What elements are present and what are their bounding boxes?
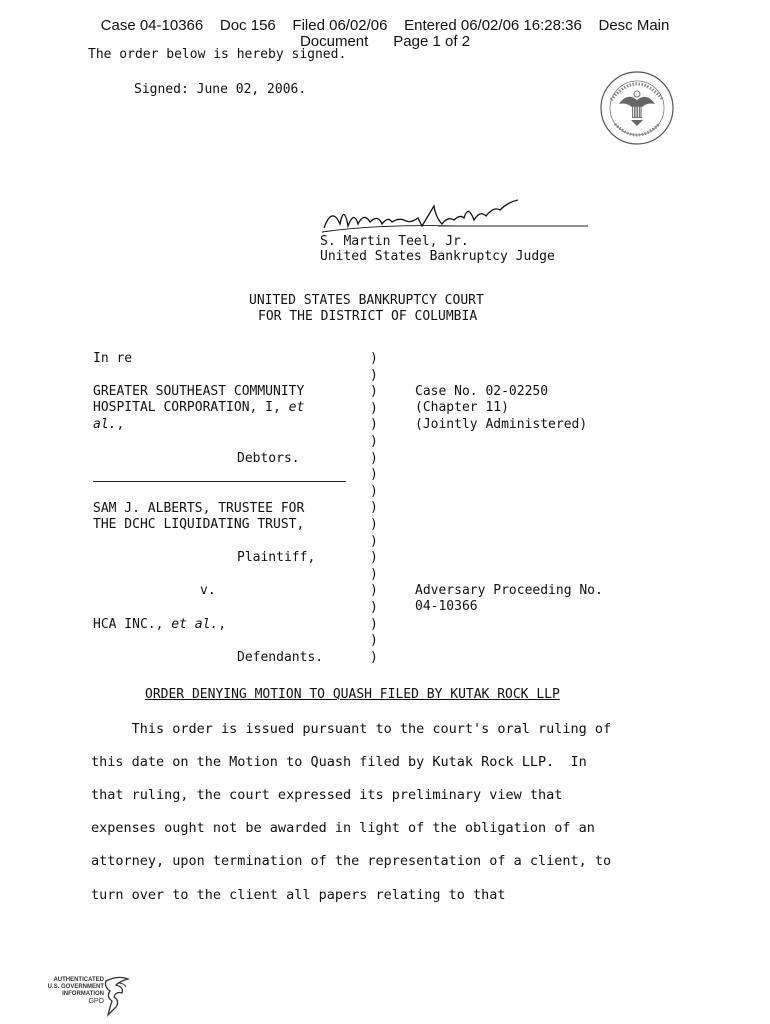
order-body-line: that ruling, the court expressed its preliminary view that <box>91 787 563 803</box>
caption-defendants-label: Defendants. <box>237 650 324 665</box>
gpo-line4: GPO <box>88 998 104 1005</box>
caption-paren-mark: ) <box>370 566 378 582</box>
eagle-logo-icon <box>102 975 132 1017</box>
judge-name: S. Martin Teel, Jr. <box>320 234 469 249</box>
caption-debtor-line2-text: HOSPITAL CORPORATION, I, <box>93 400 289 415</box>
gpo-line1: AUTHENTICATED <box>53 977 104 983</box>
case-chapter: (Chapter 11) <box>415 400 509 415</box>
caption-plaintiff-line1: SAM J. ALBERTS, TRUSTEE FOR <box>93 501 305 516</box>
judge-signature <box>318 196 590 236</box>
caption-paren-mark: ) <box>370 616 378 632</box>
court-name: UNITED STATES BANKRUPTCY COURT <box>249 293 484 308</box>
caption-paren-mark: ) <box>370 550 378 566</box>
order-body-line: this date on the Motion to Quash filed by Kutak Rock LLP. In <box>91 754 587 770</box>
docket-header-line1: Case 04-10366 Doc 156 Filed 06/02/06 Entered 06/02/06 16:28:36 Desc Main <box>100 17 670 34</box>
adversary-proceeding-label: Adversary Proceeding No. <box>415 583 603 598</box>
case-jointly-administered: (Jointly Administered) <box>415 417 588 432</box>
caption-paren-mark: ) <box>370 351 378 366</box>
caption-debtor-line3 <box>93 417 124 433</box>
order-body-line: turn over to the client all papers relating to that <box>91 887 506 903</box>
caption-defendant-name: HCA INC., <box>93 617 172 632</box>
caption-paren-mark: ) <box>370 400 378 416</box>
court-seal-icon <box>597 70 677 146</box>
caption-paren-mark: ) <box>370 367 378 383</box>
caption-paren-mark: ) <box>370 583 378 599</box>
gpo-authenticated-logo <box>44 975 134 1017</box>
caption-paren-mark: ) <box>370 633 378 649</box>
hereby-signed-text: The order below is hereby signed. <box>88 47 347 62</box>
signed-date: Signed: June 02, 2006. <box>134 82 307 97</box>
caption-paren-mark: ) <box>370 434 378 449</box>
caption-debtor-line3-italic: al. <box>93 417 117 432</box>
caption-paren-mark: ) <box>370 467 378 483</box>
judge-title: United States Bankruptcy Judge <box>320 249 555 264</box>
caption-debtor-line1: GREATER SOUTHEAST COMMUNITY <box>93 384 305 399</box>
order-body-line: attorney, upon termination of the representation of a client, to <box>91 853 612 869</box>
docket-header <box>0 18 770 50</box>
caption-debtor-line3-text: , <box>116 417 125 432</box>
caption-defendant <box>93 617 226 633</box>
caption-in-re: In re <box>93 351 133 366</box>
caption-debtor-line2-italic: et <box>288 400 305 415</box>
caption-debtors-label: Debtors. <box>237 451 300 466</box>
caption-plaintiff-line2: THE DCHC LIQUIDATING TRUST, <box>93 517 305 532</box>
caption-paren-mark: ) <box>370 533 378 549</box>
caption-defendant-italic: et al. <box>171 617 219 632</box>
order-title: ORDER DENYING MOTION TO QUASH FILED BY KUTAK ROCK LLP <box>145 687 560 702</box>
caption-defendant-comma: , <box>218 617 227 632</box>
order-body-line: This order is issued pursuant to the court's oral ruling of <box>91 721 612 737</box>
caption-paren-mark: ) <box>370 450 378 466</box>
caption-paren-mark: ) <box>370 483 378 499</box>
caption-paren-mark: ) <box>370 649 378 665</box>
adversary-proceeding-number: 04-10366 <box>415 599 478 614</box>
caption-paren-mark: ) <box>370 517 378 532</box>
caption-paren-mark: ) <box>370 500 378 516</box>
caption-paren-mark: ) <box>370 600 378 615</box>
caption-paren-mark: ) <box>370 417 378 433</box>
caption-versus: v. <box>200 583 216 598</box>
court-district: FOR THE DISTRICT OF COLUMBIA <box>258 309 478 324</box>
case-number: Case No. 02-02250 <box>415 384 549 399</box>
gpo-line3: INFORMATION <box>62 991 104 997</box>
caption-paren-mark: ) <box>370 384 378 400</box>
caption-debtor-line2 <box>93 400 304 416</box>
gpo-line2: U.S. GOVERNMENT <box>47 984 104 990</box>
order-body-line: expenses ought not be awarded in light of the obligation of an <box>91 820 595 836</box>
caption-plaintiff-label: Plaintiff, <box>237 550 316 565</box>
caption-divider <box>93 481 346 482</box>
docket-header-line2: Document Page 1 of 2 <box>299 33 471 50</box>
